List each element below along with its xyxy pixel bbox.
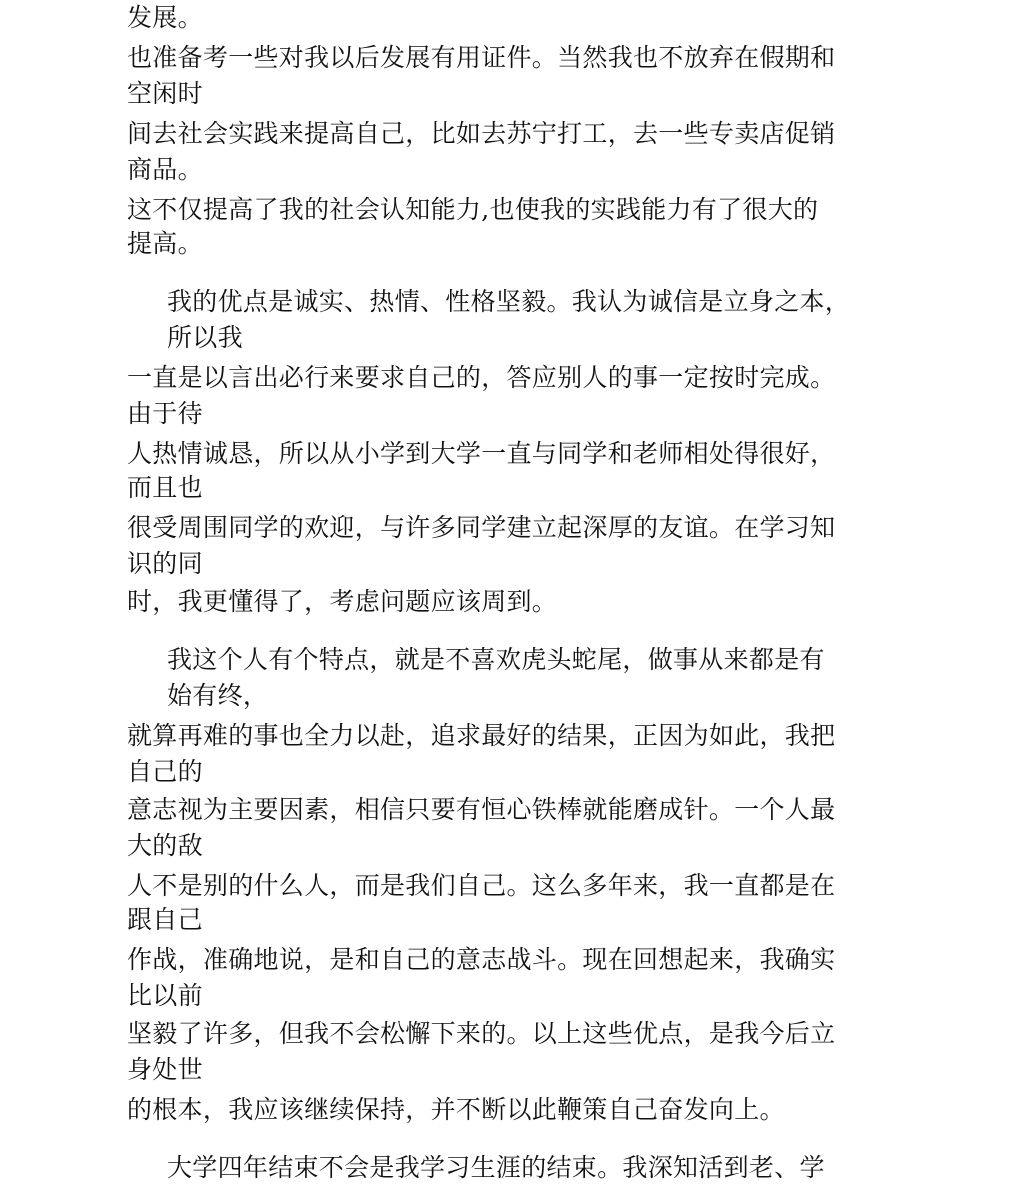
text-line: 始有终，	[167, 681, 269, 710]
text-line: 大的敌	[127, 831, 203, 860]
text-line: 坚毅了许多，但我不会松懈下来的。以上这些优点，是我今后立	[127, 1019, 836, 1048]
text-line: 人不是别的什么人，而是我们自己。这么多年来，我一直都是在	[127, 871, 836, 900]
paragraph-first-line: 我的优点是诚实、热情、性格坚毅。我认为诚信是立身之本，	[167, 287, 851, 316]
text-line: 空闲时	[127, 79, 203, 108]
text-line: 时，我更懂得了，考虑问题应该周到。	[127, 587, 558, 616]
text-line: 所以我	[167, 323, 243, 352]
text-line: 跟自己	[127, 905, 203, 934]
text-line: 也准备考一些对我以后发展有用证件。当然我也不放弃在假期和	[127, 43, 836, 72]
paragraph-first-line: 大学四年结束不会是我学习生涯的结束。我深知活到老、学	[167, 1153, 825, 1182]
text-line: 商品。	[127, 155, 203, 184]
text-line: 识的同	[127, 549, 203, 578]
text-line: 自己的	[127, 757, 203, 786]
text-line: 而且也	[127, 473, 203, 502]
text-line: 很受周围同学的欢迎，与许多同学建立起深厚的友谊。在学习知	[127, 513, 836, 542]
text-line: 由于待	[127, 399, 203, 428]
text-line: 这不仅提高了我的社会认知能力,也使我的实践能力有了很大的	[127, 195, 819, 224]
text-line: 意志视为主要因素，相信只要有恒心铁棒就能磨成针。一个人最	[127, 795, 836, 824]
text-line: 作战，准确地说，是和自己的意志战斗。现在回想起来，我确实	[127, 945, 836, 974]
text-line: 提高。	[127, 229, 203, 258]
text-line: 发展。	[127, 3, 203, 32]
text-line: 的根本，我应该继续保持，并不断以此鞭策自己奋发向上。	[127, 1095, 785, 1124]
text-line: 一直是以言出必行来要求自己的，答应别人的事一定按时完成。	[127, 363, 836, 392]
text-line: 比以前	[127, 981, 203, 1010]
paragraph-first-line: 我这个人有个特点，就是不喜欢虎头蛇尾，做事从来都是有	[167, 645, 825, 674]
text-line: 身处世	[127, 1055, 203, 1084]
text-line: 间去社会实践来提高自己，比如去苏宁打工，去一些专卖店促销	[127, 119, 836, 148]
text-line: 人热情诚恳，所以从小学到大学一直与同学和老师相处得很好，	[127, 439, 836, 468]
text-line: 就算再难的事也全力以赴，追求最好的结果，正因为如此，我把	[127, 721, 836, 750]
